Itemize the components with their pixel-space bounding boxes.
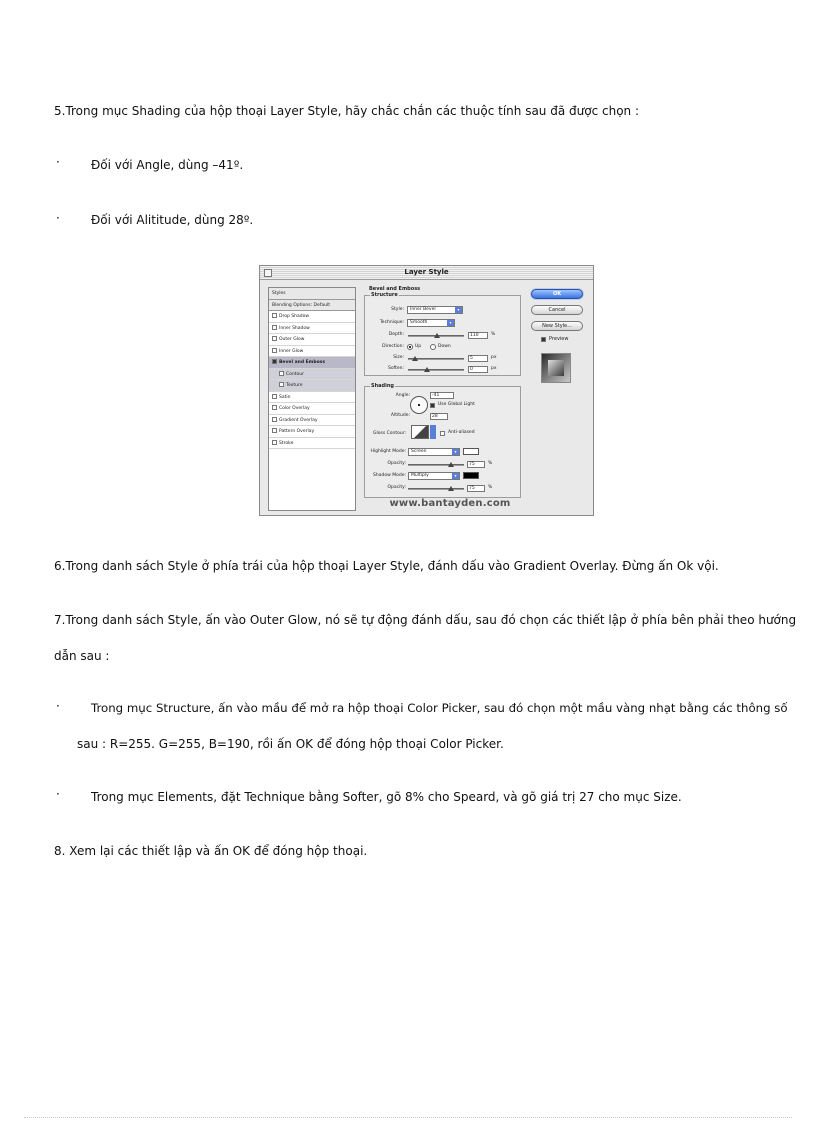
step-7-text-line1: 7.Trong danh sách Style, ấn vào Outer Glow, nó sẽ tự động đánh dấu, sau đó chọn các thiết lập ở phía bên phải theo hướng <box>54 613 797 627</box>
checkbox-icon <box>279 371 284 376</box>
bullet: · <box>56 787 60 801</box>
checkbox-checked-icon <box>272 359 277 364</box>
highlight-mode-select: Screen ▾ <box>408 448 460 456</box>
contour-dropdown-icon <box>430 425 436 439</box>
blending-options: Blending Options: Default <box>269 300 355 312</box>
technique-label: Technique: <box>379 320 404 325</box>
highlight-opacity-value: 75 <box>467 461 485 468</box>
angle-label: Angle: <box>395 393 410 398</box>
style-item: Stroke <box>269 438 355 450</box>
preview-checkbox-icon <box>541 337 546 342</box>
style-label: Style: <box>391 307 404 312</box>
step-5-altitude-text: Đối với Alititude, dùng 28º. <box>91 213 254 227</box>
bullet: · <box>56 155 60 169</box>
direction-down-radio <box>430 344 436 350</box>
style-subitem: Contour <box>269 369 355 381</box>
style-item: Inner Glow <box>269 346 355 358</box>
checkbox-icon <box>272 336 277 341</box>
style-item: Color Overlay <box>269 403 355 415</box>
shadow-mode-label: Shadow Mode: <box>373 473 406 478</box>
style-item: Satin <box>269 392 355 404</box>
shadow-opacity-slider <box>408 488 464 490</box>
watermark: www.bantayden.com <box>389 498 511 509</box>
shadow-opacity-label: Opacity: <box>387 485 406 490</box>
highlight-mode-label: Highlight Mode: <box>370 449 406 454</box>
style-select: Inner Bevel ▾ <box>407 306 463 314</box>
direction-up-radio <box>407 344 413 350</box>
checkbox-icon <box>272 394 277 399</box>
bevel-section-title: Bevel and Emboss <box>369 286 421 292</box>
shadow-opacity-unit: % <box>488 485 493 490</box>
size-slider <box>408 358 464 360</box>
highlight-opacity-unit: % <box>488 461 493 466</box>
styles-header: Styles <box>269 288 355 300</box>
shadow-opacity-value: 75 <box>467 485 485 492</box>
close-box-icon <box>264 269 272 277</box>
direction-down-label: Down <box>438 344 451 349</box>
ok-button: OK <box>531 289 583 299</box>
angle-dial-icon <box>410 396 428 414</box>
global-light-checkbox-icon <box>430 403 435 408</box>
step-6-text: 6.Trong danh sách Style ở phía trái của hộp thoại Layer Style, đánh dấu vào Gradient Overlay. Đừng ấn Ok vội. <box>54 559 719 573</box>
step-7-elements-text: Trong mục Elements, đặt Technique bằng Softer, gõ 8% cho Speard, và gõ giá trị 27 cho mục Size. <box>91 790 682 804</box>
altitude-label: Altitude: <box>390 413 410 418</box>
gloss-contour-icon <box>411 425 429 439</box>
checkbox-icon <box>279 382 284 387</box>
size-value: 5 <box>468 355 488 362</box>
soften-label: Soften: <box>387 366 404 371</box>
highlight-color-swatch <box>463 448 479 455</box>
styles-list <box>268 287 356 511</box>
global-light-label: Use Global Light <box>438 402 475 407</box>
step-7-text-line2: dẫn sau : <box>54 649 110 663</box>
dialog-titlebar <box>260 266 593 280</box>
anti-aliased-checkbox-icon <box>440 431 445 436</box>
preview-thumbnail <box>541 353 571 383</box>
angle-value: -41 <box>430 392 454 399</box>
step-5-text: 5.Trong mục Shading của hộp thoại Layer Style, hãy chắc chắn các thuộc tính sau đã được chọn : <box>54 104 639 118</box>
anti-aliased-label: Anti-aliased <box>448 430 475 435</box>
soften-value: 0 <box>468 366 488 373</box>
bullet: · <box>56 211 60 225</box>
dialog-title: Layer Style <box>404 268 449 276</box>
style-item: Pattern Overlay <box>269 426 355 438</box>
size-label: Size: <box>393 355 404 360</box>
highlight-opacity-label: Opacity: <box>387 461 406 466</box>
style-item-selected: Bevel and Emboss <box>269 357 355 369</box>
footer-divider <box>24 1117 792 1118</box>
gloss-contour-label: Gloss Contour: <box>372 431 406 436</box>
shadow-color-swatch <box>463 472 479 479</box>
step-8-text: 8. Xem lại các thiết lập và ấn OK để đóng hộp thoại. <box>54 844 368 858</box>
shading-title: Shading <box>371 383 394 389</box>
style-item: Outer Glow <box>269 334 355 346</box>
soften-slider <box>408 369 464 371</box>
checkbox-icon <box>272 325 277 330</box>
style-item: Drop Shadow <box>269 311 355 323</box>
depth-slider <box>408 335 464 337</box>
soften-unit: px <box>491 366 497 371</box>
direction-up-label: Up <box>415 344 422 349</box>
checkbox-icon <box>272 417 277 422</box>
new-style-button: New Style... <box>531 321 583 331</box>
direction-label: Direction: <box>382 344 404 349</box>
style-item: Gradient Overlay <box>269 415 355 427</box>
cancel-button: Cancel <box>531 305 583 315</box>
shadow-mode-select: Multiply ▾ <box>408 472 460 480</box>
checkbox-icon <box>272 440 277 445</box>
depth-unit: % <box>491 332 496 337</box>
checkbox-icon <box>272 313 277 318</box>
checkbox-icon <box>272 348 277 353</box>
size-unit: px <box>491 355 497 360</box>
altitude-value: 28 <box>430 413 448 420</box>
structure-title: Structure <box>371 292 398 298</box>
checkbox-icon <box>272 428 277 433</box>
depth-value: 110 <box>468 332 488 339</box>
step-5-angle-text: Đối với Angle, dùng –41º. <box>91 158 244 172</box>
highlight-opacity-slider <box>408 464 464 466</box>
depth-label: Depth: <box>388 332 404 337</box>
technique-select: Smooth ▾ <box>407 319 455 327</box>
layer-style-dialog-image <box>259 265 594 516</box>
bullet: · <box>56 699 60 713</box>
step-7-structure-line1: Trong mục Structure, ấn vào mầu để mở ra hộp thoại Color Picker, sau đó chọn một mầu vàng nhạt bằng các thông số <box>91 701 788 715</box>
style-item: Inner Shadow <box>269 323 355 335</box>
checkbox-icon <box>272 405 277 410</box>
style-subitem: Texture <box>269 380 355 392</box>
preview-label: Preview <box>549 336 569 342</box>
step-7-structure-line2: sau : R=255. G=255, B=190, rồi ấn OK để đóng hộp thoại Color Picker. <box>77 737 504 751</box>
